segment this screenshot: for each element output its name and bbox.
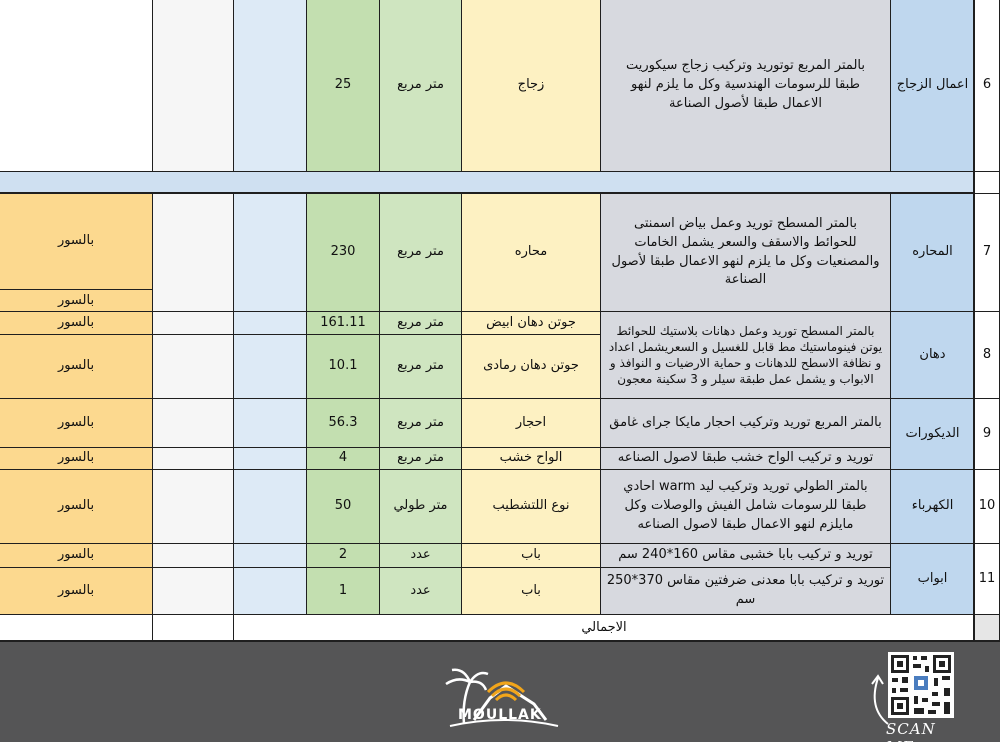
row-8a-col-gray (153, 312, 234, 335)
row-9b-quantity: 4 (307, 448, 380, 470)
row-11b-description: توريد و تركيب بابا معدنى ضرفتين مقاس 370*250 سم (601, 568, 891, 615)
row-8b-unit: متر مربع (380, 335, 462, 399)
row-11a-col-gray (153, 544, 234, 568)
row-6-index: 6 (975, 0, 1000, 172)
row-8b-col-gray (153, 335, 234, 399)
separator-rule (0, 192, 975, 194)
row-11-item: ابواب (891, 544, 975, 615)
separator-index (975, 172, 1000, 194)
row-6-price (0, 0, 153, 172)
row-6-material: زجاج (462, 0, 601, 172)
row-9a-col-blue (234, 399, 307, 448)
row-8-description: بالمتر المسطح توريد وعمل دهانات بلاستيك للحوائط يوتن فينوماستيك مط قابل للغسيل و السعريشمل اعداد و نظافة الاسطح للدهانات و حماية الارضيات و النوافذ و الابواب و يشمل عمل طبقة سيلر و 3 سكينة معجون (601, 312, 891, 399)
row-9b-material: الواح خشب (462, 448, 601, 470)
row-9-index: 9 (975, 399, 1000, 470)
row-8b-price: بالسور (0, 335, 153, 399)
total-value (0, 615, 153, 642)
row-9a-price: بالسور (0, 399, 153, 448)
row-7-col-blue (234, 194, 307, 312)
total-col-gray (153, 615, 234, 642)
row-11b-quantity: 1 (307, 568, 380, 615)
row-11a-unit: عدد (380, 544, 462, 568)
row-7-material: محاره (462, 194, 601, 312)
row-7-description: بالمتر المسطح توريد وعمل بياض اسمنتى للحوائط والاسقف والسعر يشمل الخامات والمصنعيات وكل ما يلزم لنهو الاعمال طبقا لأصول الصناعة (601, 194, 891, 312)
row-11a-description: توريد و تركيب بابا خشبى مقاس 160*240 سم (601, 544, 891, 568)
row-6-col-blue (234, 0, 307, 172)
row-7-unit: متر مربع (380, 194, 462, 312)
row-9b-price: بالسور (0, 448, 153, 470)
row-8b-quantity: 10.1 (307, 335, 380, 399)
row-8a-price: بالسور (0, 312, 153, 335)
row-8a-col-blue (234, 312, 307, 335)
row-11a-material: باب (462, 544, 601, 568)
row-8-item: دهان (891, 312, 975, 399)
total-label: الاجمالي (234, 615, 975, 642)
row-10-col-blue (234, 470, 307, 544)
row-9b-description: توريد و تركيب الواح خشب طبقا لاصول الصناعه (601, 448, 891, 470)
row-11b-unit: عدد (380, 568, 462, 615)
row-8a-material: جوتن دهان ابيض (462, 312, 601, 335)
row-10-item: الكهرباء (891, 470, 975, 544)
row-9b-col-gray (153, 448, 234, 470)
row-7-index: 7 (975, 194, 1000, 312)
row-11-index: 11 (975, 544, 1000, 615)
row-9a-col-gray (153, 399, 234, 448)
row-7-quantity: 230 (307, 194, 380, 312)
row-11a-price: بالسور (0, 544, 153, 568)
brand-name: MOULLAK (458, 707, 542, 723)
row-9a-quantity: 56.3 (307, 399, 380, 448)
row-11b-price: بالسور (0, 568, 153, 615)
row-9a-description: بالمتر المربع توريد وتركيب احجار مايكا جراى غامق (601, 399, 891, 448)
row-8b-material: جوتن دهان رمادى (462, 335, 601, 399)
row-8b-col-blue (234, 335, 307, 399)
row-10-material: نوع اللتشطيب (462, 470, 601, 544)
row-9a-unit: متر مربع (380, 399, 462, 448)
row-8-index: 8 (975, 312, 1000, 399)
row-9b-unit: متر مربع (380, 448, 462, 470)
row-9b-col-blue (234, 448, 307, 470)
row-6-item: اعمال الزجاج (891, 0, 975, 172)
row-10-col-gray (153, 470, 234, 544)
row-6-quantity: 25 (307, 0, 380, 172)
scan-me-label: SCAN ME (886, 720, 936, 756)
index-divider (973, 0, 975, 642)
row-11a-col-blue (234, 544, 307, 568)
row-10-quantity: 50 (307, 470, 380, 544)
qr-code-icon[interactable] (888, 652, 954, 718)
row-10-unit: متر طولي (380, 470, 462, 544)
row-9a-material: احجار (462, 399, 601, 448)
row-7-item: المحاره (891, 194, 975, 312)
row-6-col-gray (153, 0, 234, 172)
total-index (975, 615, 1000, 642)
row-7-price: بالسور (0, 194, 153, 290)
row-11a-quantity: 2 (307, 544, 380, 568)
row-11b-col-blue (234, 568, 307, 615)
row-10-index: 10 (975, 470, 1000, 544)
row-9-item: الديكورات (891, 399, 975, 470)
row-10-price: بالسور (0, 470, 153, 544)
row-6-unit: متر مربع (380, 0, 462, 172)
row-11b-material: باب (462, 568, 601, 615)
row-6-description: بالمتر المربع توتوريد وتركيب زجاج سيكوريت طبقا للرسومات الهندسية وكل ما يلزم لنهو الاعمال طبقا لأصول الصناعة (601, 0, 891, 172)
row-7-price-extra: بالسور (0, 290, 153, 312)
row-7-col-gray (153, 194, 234, 312)
row-8a-unit: متر مربع (380, 312, 462, 335)
row-8a-quantity: 161.11 (307, 312, 380, 335)
row-10-description: بالمتر الطولي توريد وتركيب ليد warm احادي طبقا للرسومات شامل الفيش والوصلات وكل مايلزم لنهو الاعمال طبقا لاصول الصناعه (601, 470, 891, 544)
row-11b-col-gray (153, 568, 234, 615)
section-separator (0, 172, 975, 194)
